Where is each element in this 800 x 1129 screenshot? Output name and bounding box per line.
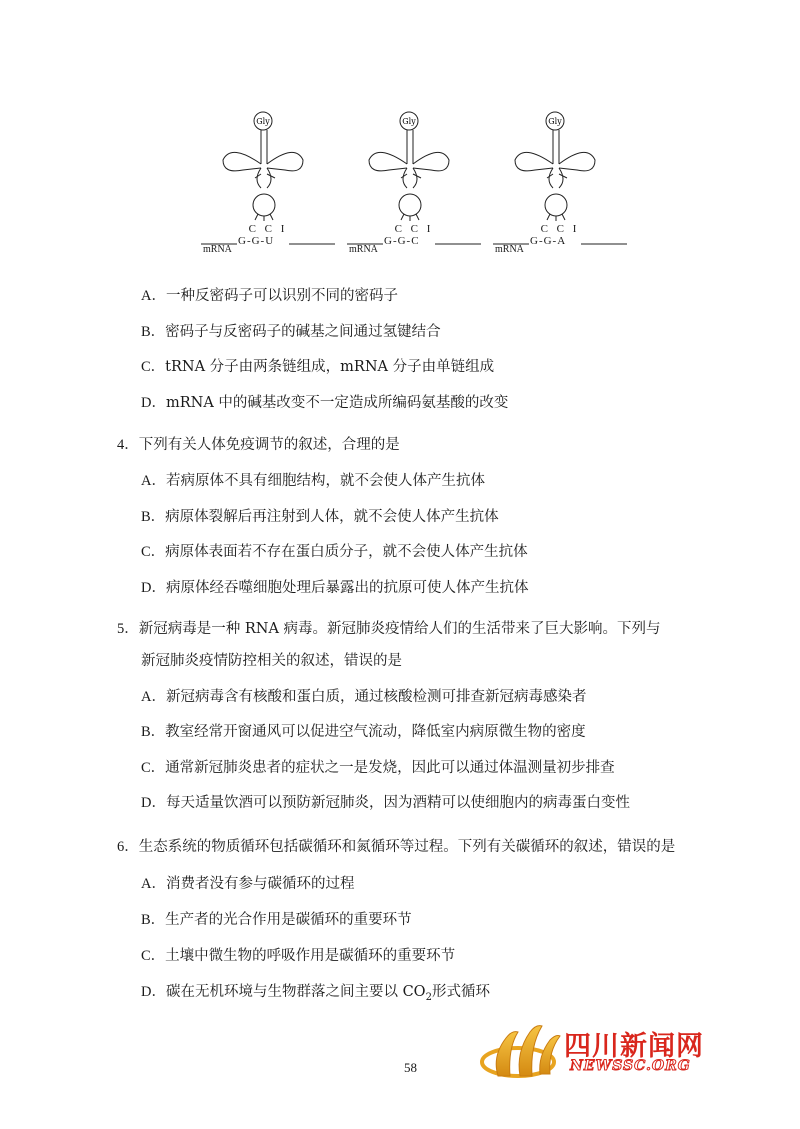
- q4-option-a: A．若病原体不具有细胞结构，就不会使人体产生抗体: [141, 473, 485, 489]
- q5-option-d: D．每天适量饮酒可以预防新冠肺炎，因为酒精可以使细胞内的病毒蛋白变性: [141, 795, 630, 811]
- amino-acid-label: Gly: [548, 117, 562, 126]
- amino-acid-label: Gly: [402, 117, 416, 126]
- mrna-strand-1: [195, 236, 340, 256]
- q3-option-c: C．tRNA 分子由两条链组成，mRNA 分子由单链组成: [141, 359, 495, 375]
- q6-option-d: D．碳在无机环境与生物群落之间主要以 $CO_2$形式循环: [141, 984, 490, 1003]
- q5-stem-line1: 5．新冠病毒是一种 RNA 病毒。新冠肺炎疫情给人们的生活带来了巨大影响。下列与: [117, 621, 661, 637]
- page-number: 58: [404, 1060, 417, 1075]
- mrna-label: mRNA: [349, 244, 378, 255]
- watermark-chinese: 四川新闻网: [564, 1031, 704, 1062]
- q6-option-c: C．土壤中微生物的呼吸作用是碳循环的重要环节: [141, 948, 456, 964]
- q5-option-c: C．通常新冠肺炎患者的症状之一是发烧，因此可以通过体温测量初步排查: [141, 760, 615, 776]
- anticodon-2: C C I: [394, 223, 434, 235]
- newssc-logo-icon: [478, 1018, 564, 1082]
- anticodon-3: C C I: [540, 223, 580, 235]
- mrna-label: mRNA: [495, 244, 524, 255]
- watermark-english: NEWSSC.ORG: [570, 1058, 691, 1074]
- amino-acid-label: Gly: [256, 117, 270, 126]
- trna-diagram-3: [487, 108, 632, 268]
- q3-option-b: B．密码子与反密码子的碱基之间通过氢键结合: [141, 324, 441, 340]
- codon-3: G-G-A: [530, 235, 567, 247]
- q4-option-c: C．病原体表面若不存在蛋白质分子，就不会使人体产生抗体: [141, 544, 528, 560]
- codon-1: G-G-U: [238, 235, 275, 247]
- mrna-label: mRNA: [203, 244, 232, 255]
- codon-2: G-G-C: [384, 235, 420, 247]
- q4-stem: 4．下列有关人体免疫调节的叙述，合理的是: [117, 437, 400, 453]
- q6-stem: 6．生态系统的物质循环包括碳循环和氮循环等过程。下列有关碳循环的叙述，错误的是: [117, 839, 676, 855]
- q5-option-b: B．教室经常开窗通风可以促进空气流动，降低室内病原微生物的密度: [141, 724, 586, 740]
- q5-stem-line2: 新冠肺炎疫情防控相关的叙述，错误的是: [141, 653, 402, 669]
- trna-diagram-2: [341, 108, 486, 268]
- q4-option-d: D．病原体经吞噬细胞处理后暴露出的抗原可使人体产生抗体: [141, 580, 529, 596]
- trna-diagram-1: [195, 108, 340, 268]
- newssc-watermark: [478, 1018, 718, 1082]
- q6-option-b: B．生产者的光合作用是碳循环的重要环节: [141, 912, 412, 928]
- q6-option-a: A．消费者没有参与碳循环的过程: [141, 876, 355, 892]
- q5-option-a: A．新冠病毒含有核酸和蛋白质，通过核酸检测可排查新冠病毒感染者: [141, 689, 587, 705]
- mrna-strand-3: [487, 236, 632, 256]
- q3-option-a: A．一种反密码子可以识别不同的密码子: [141, 288, 398, 304]
- trna-figure: [195, 108, 635, 268]
- mrna-strand-2: [341, 236, 486, 256]
- q4-option-b: B．病原体裂解后再注射到人体，就不会使人体产生抗体: [141, 509, 499, 525]
- anticodon-1: C C I: [248, 223, 288, 235]
- q3-option-d: D．mRNA 中的碱基改变不一定造成所编码氨基酸的改变: [141, 395, 509, 411]
